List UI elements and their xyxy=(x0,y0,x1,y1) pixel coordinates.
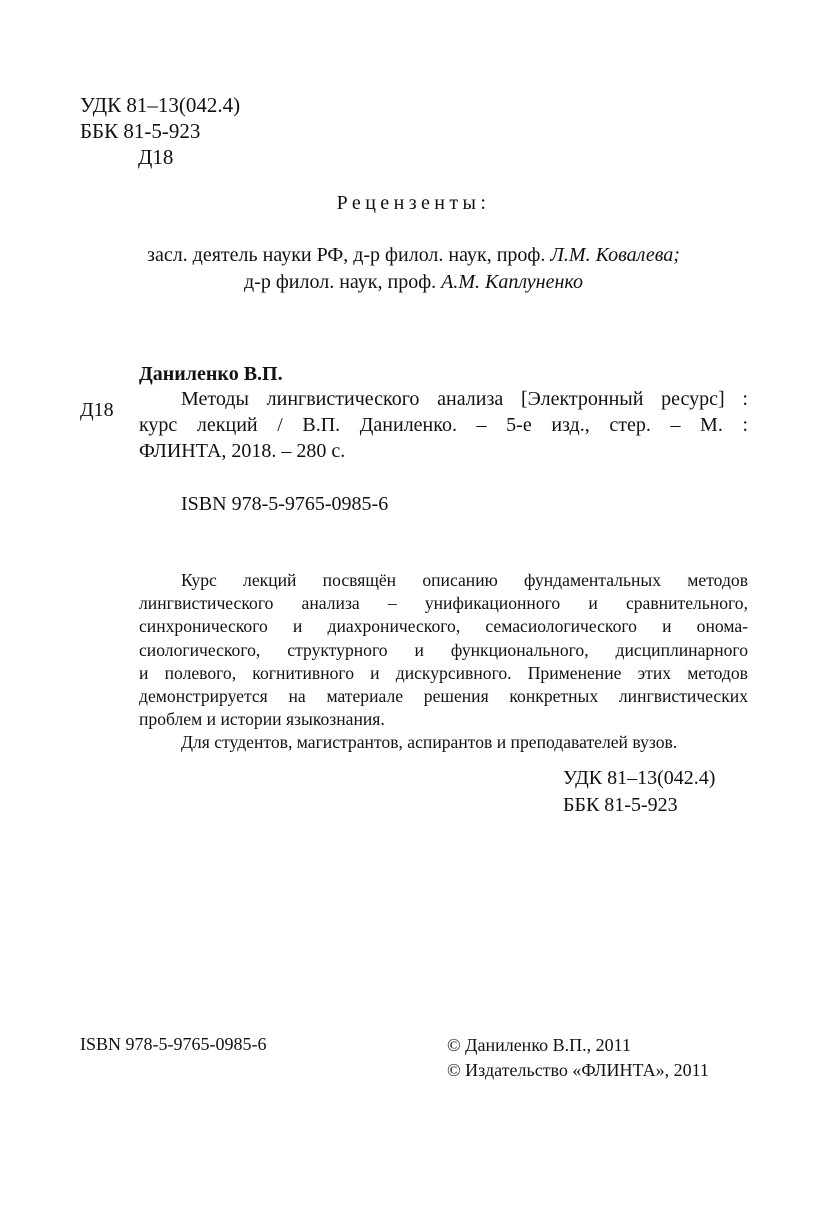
copyright-block xyxy=(447,1033,709,1083)
abstract-text xyxy=(139,569,748,755)
abstract-line: Курс лекций посвящён описанию фундаментальных методов xyxy=(181,570,748,590)
reviewer-2-credentials: д-р филол. наук, проф. xyxy=(244,271,442,293)
bib-line: курс лекций / В.П. Даниленко. – 5-е изд., стер. – М. : xyxy=(139,414,748,436)
isbn-number: ISBN 978-5-9765-0985-6 xyxy=(181,493,389,515)
audience-line: Для студентов, магистрантов, аспирантов и преподавателей вузов. xyxy=(181,732,678,753)
bib-line: Методы лингвистического анализа [Электронный ресурс] : xyxy=(181,388,748,410)
bbk-code-top: ББК 81-5-923 xyxy=(80,119,201,143)
copyright-publisher: © Издательство «ФЛИНТА», 2011 xyxy=(447,1060,709,1080)
abstract-line: проблем и истории языкознания. xyxy=(139,709,385,730)
abstract-line: и полевого, когнитивного и дискурсивного. Применение этих методов xyxy=(139,662,748,683)
abstract-line: синхронического и диахронического, семасиологического и онома- xyxy=(139,616,748,637)
reviewers-heading: Рецензенты: xyxy=(336,192,491,214)
reviewer-1 xyxy=(0,242,827,268)
abstract-line: сиологического, структурного и функционального, дисциплинарного xyxy=(139,639,748,660)
bbk-code: ББК 81-5-923 xyxy=(563,794,678,816)
book-author: Даниленко В.П. xyxy=(139,363,283,385)
abstract-line: лингвистического анализа – унификационного и сравнительного, xyxy=(139,593,748,614)
author-mark-top: Д18 xyxy=(138,145,174,169)
author-mark: Д18 xyxy=(80,399,114,421)
classification-codes-right xyxy=(563,765,715,819)
bib-line: ФЛИНТА, 2018. – 280 с. xyxy=(139,440,346,462)
reviewer-2-name: А.М. Каплуненко xyxy=(441,271,583,293)
udk-code-top: УДК 81–13(042.4) xyxy=(80,93,241,117)
abstract-line: демонстрируется на материале решения конкретных лингвистических xyxy=(139,686,748,707)
copyright-author: © Даниленко В.П., 2011 xyxy=(447,1035,631,1055)
bibliographic-description xyxy=(139,386,748,464)
reviewer-1-name: Л.М. Ковалева; xyxy=(550,244,680,266)
reviewer-1-credentials: засл. деятель науки РФ, д-р филол. наук, проф. xyxy=(147,244,551,266)
udk-code: УДК 81–13(042.4) xyxy=(563,767,716,789)
isbn-footer: ISBN 978-5-9765-0985-6 xyxy=(80,1034,267,1054)
reviewer-2 xyxy=(0,269,827,295)
